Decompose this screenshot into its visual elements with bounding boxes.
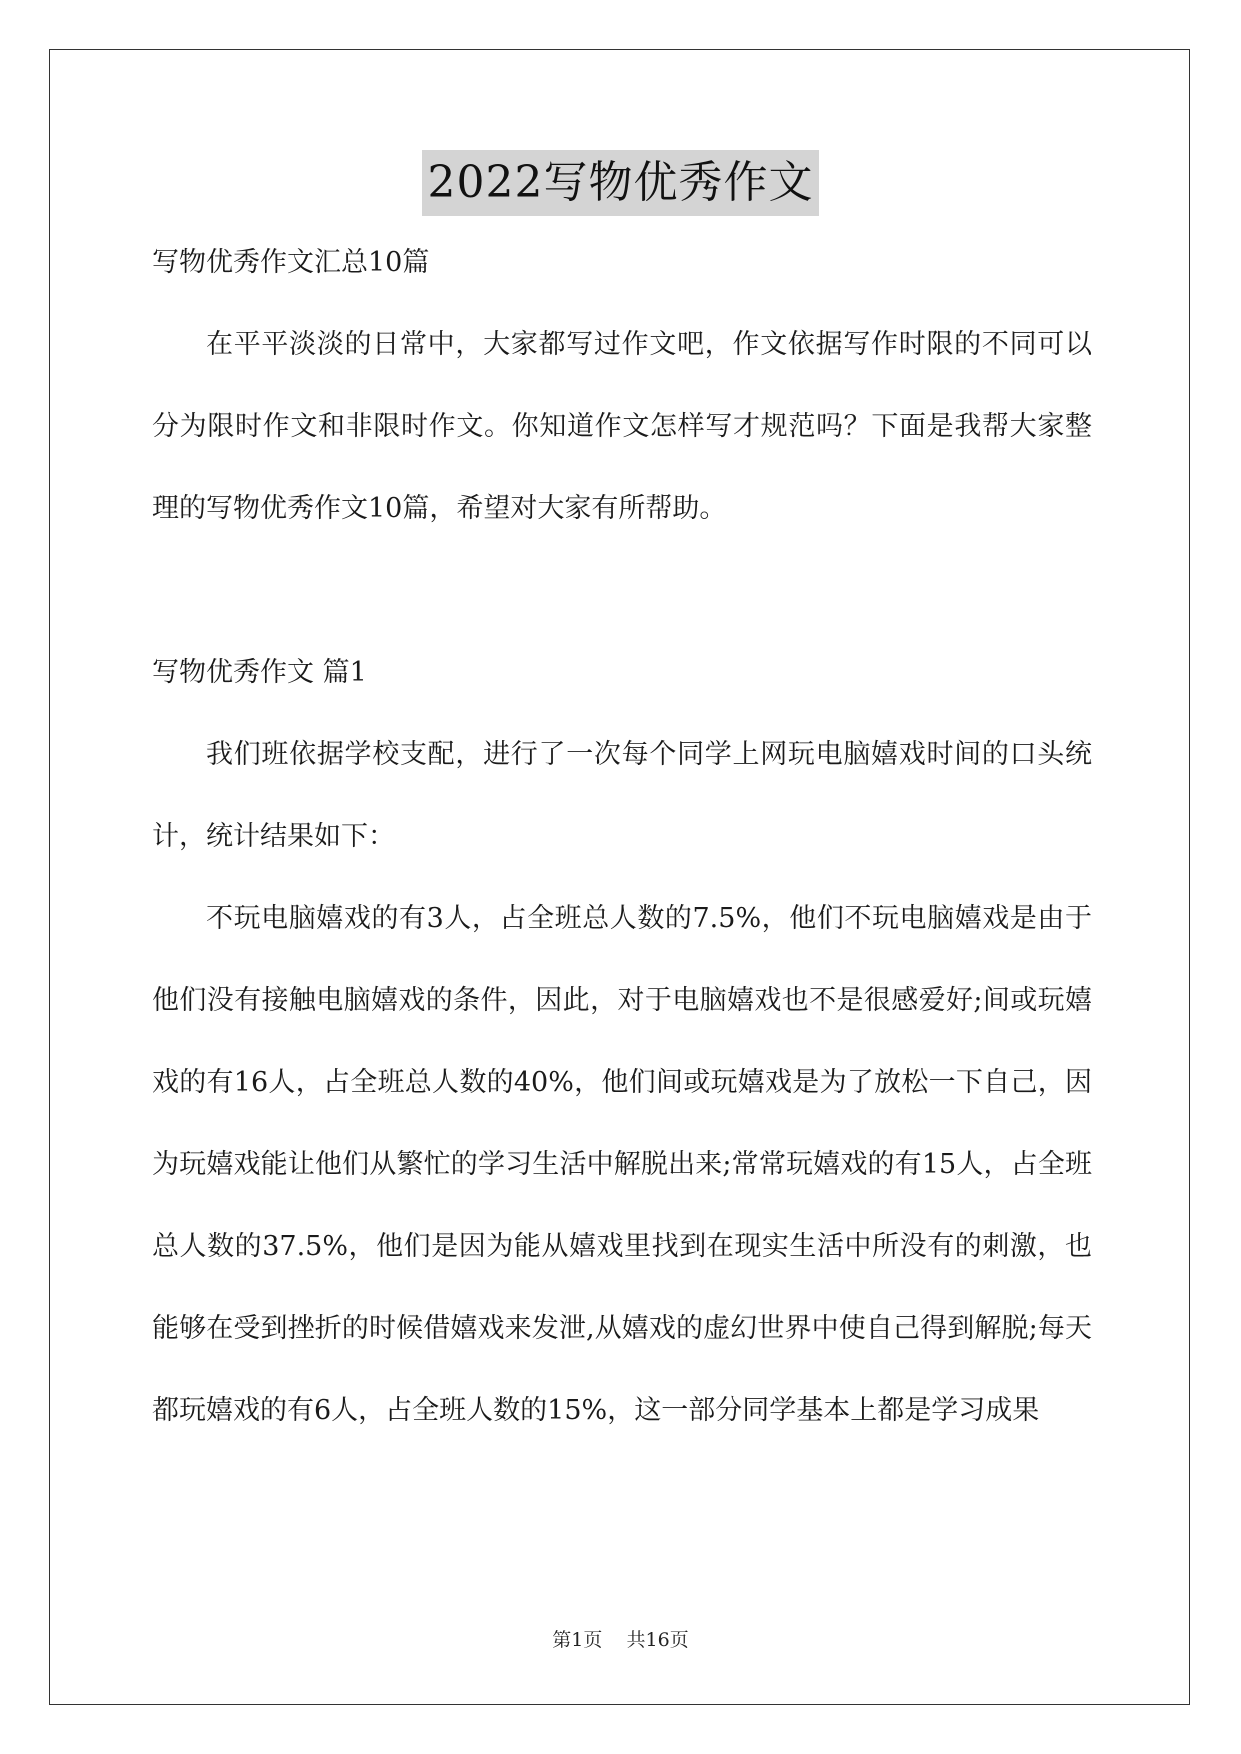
body-paragraph: 我们班依据学校支配，进行了一次每个同学上网玩电脑嬉戏时间的口头统计，统计结果如下： [152,739,1092,852]
title-container [0,150,1241,216]
intro-paragraph: 在平平淡淡的日常中，大家都写过作文吧，作文依据写作时限的不同可以分为限时作文和非限时作文。你知道作文怎样写才规范吗？下面是我帮大家整理的写物优秀作文10篇，希望对大家有所帮助。 [152,329,1092,524]
body-paragraph: 不玩电脑嬉戏的有3人，占全班总人数的7.5%，他们不玩电脑嬉戏是由于他们没有接触电脑嬉戏的条件，因此，对于电脑嬉戏也不是很感爱好;间或玩嬉戏的有16人，占全班总人数的40%，他们间或玩嬉戏是为了放松一下自己，因为玩嬉戏能让他们从繁忙的学习生活中解脱出来;常常玩嬉戏的有15人，占全班总人数的37.5%，他们是因为能从嬉戏里找到在现实生活中所没有的刺激，也能够在受到挫折的时候借嬉戏来发泄,从嬉戏的虚幻世界中使自己得到解脱;每天都玩嬉戏的有6人，占全班人数的15%，这一部分同学基本上都是学习成果 [152,903,1092,1426]
section-heading: 写物优秀作文 篇1 [152,657,367,688]
document-title: 2022写物优秀作文 [422,150,820,216]
document-subtitle: 写物优秀作文汇总10篇 [152,247,430,278]
spacer [152,550,1092,632]
page-footer: 第1页 共16页 [552,1629,689,1651]
document-body [152,222,1092,1452]
